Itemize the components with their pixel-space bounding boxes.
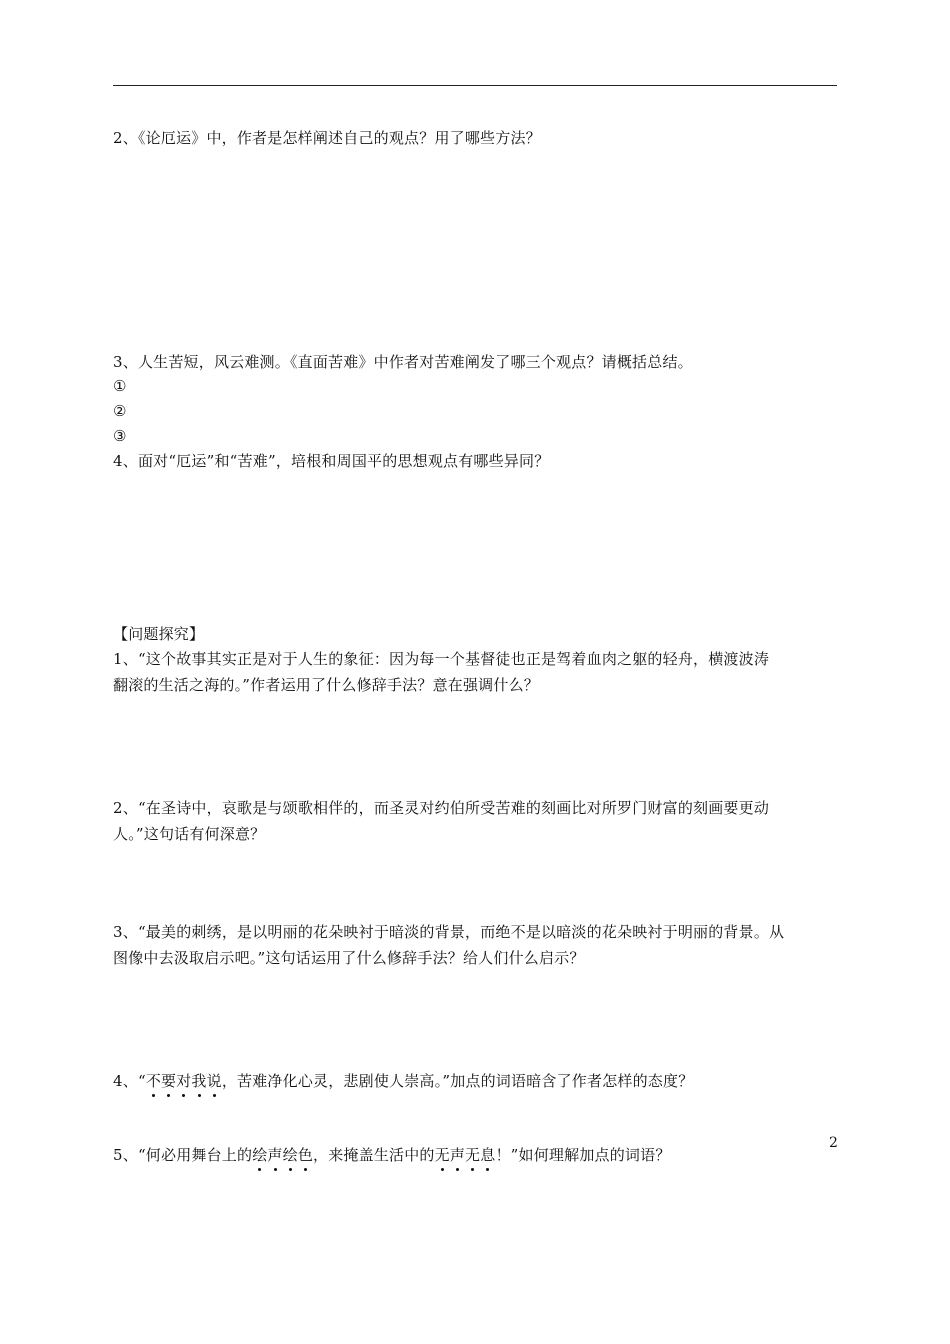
explore-1-line-2: 翻滚的生活之海的。”作者运用了什么修辞手法？意在强调什么？: [113, 676, 539, 694]
page-number: 2: [829, 1135, 838, 1151]
emphasis-char: 声: [267, 1146, 283, 1164]
emphasis-char: 要: [161, 1072, 177, 1090]
explore-2-line-1: 2、“在圣诗中，哀歌是与颂歌相伴的，而圣灵对约伯所受苦难的刻画比对所罗门财富的刻画要更动: [113, 799, 770, 817]
emphasis-char: 不: [145, 1072, 162, 1090]
explore-5-dotted-phrase-1: [252, 1146, 313, 1164]
question-3: 3、人生苦短，风云难测。《直面苦难》中作者对苦难阐发了哪三个观点？请概括总结。: [113, 353, 693, 371]
answer-blank-3: ③: [113, 427, 127, 445]
explore-4-prefix: 4、“: [113, 1072, 146, 1090]
explore-4: [113, 1071, 693, 1091]
header-rule: [113, 85, 837, 86]
section-title: 【问题探究】: [113, 625, 205, 643]
emphasis-char: 无: [434, 1146, 450, 1164]
explore-5-suffix: ！”如何理解加点的词语？: [495, 1146, 671, 1164]
emphasis-char: 声: [449, 1146, 466, 1164]
answer-blank-1: ①: [113, 377, 127, 395]
explore-3-line-2: 图像中去汲取启示吧。”这句话运用了什么修辞手法？给人们什么启示？: [113, 949, 585, 967]
explore-3-line-1: 3、“最美的刺绣，是以明丽的花朵映衬于暗淡的背景，而绝不是以暗淡的花朵映衬于明丽的背景。从: [113, 923, 785, 941]
question-4: 4、面对“厄运”和“苦难”，培根和周国平的思想观点有哪些异同？: [113, 452, 550, 470]
emphasis-char: 色: [297, 1146, 314, 1164]
explore-4-suffix: ，苦难净化心灵，悲剧使人崇高。”加点的词语暗含了作者怎样的态度？: [221, 1072, 694, 1090]
question-2: 2、《论厄运》中，作者是怎样阐述自己的观点？用了哪些方法？: [113, 129, 541, 147]
emphasis-char: 绘: [252, 1146, 268, 1164]
explore-5: [113, 1145, 671, 1165]
emphasis-char: 无: [465, 1146, 481, 1164]
explore-4-dotted-phrase: [146, 1072, 222, 1090]
explore-5-dotted-phrase-2: [435, 1146, 496, 1164]
emphasis-char: 绘: [282, 1146, 298, 1164]
explore-1-line-1: 1、“这个故事其实正是对于人生的象征：因为每一个基督徒也正是驾着血肉之躯的轻舟，横渡波涛: [113, 650, 770, 668]
emphasis-char: 说: [206, 1072, 222, 1090]
explore-2-line-2: 人。”这句话有何深意？: [113, 825, 266, 843]
emphasis-char: 息: [480, 1146, 496, 1164]
emphasis-char: 我: [191, 1072, 207, 1090]
explore-5-prefix: 5、“何必用舞台上的: [113, 1146, 253, 1164]
explore-5-middle: ，来掩盖生活中的: [313, 1146, 435, 1164]
answer-blank-2: ②: [113, 402, 127, 420]
emphasis-char: 对: [176, 1072, 192, 1090]
